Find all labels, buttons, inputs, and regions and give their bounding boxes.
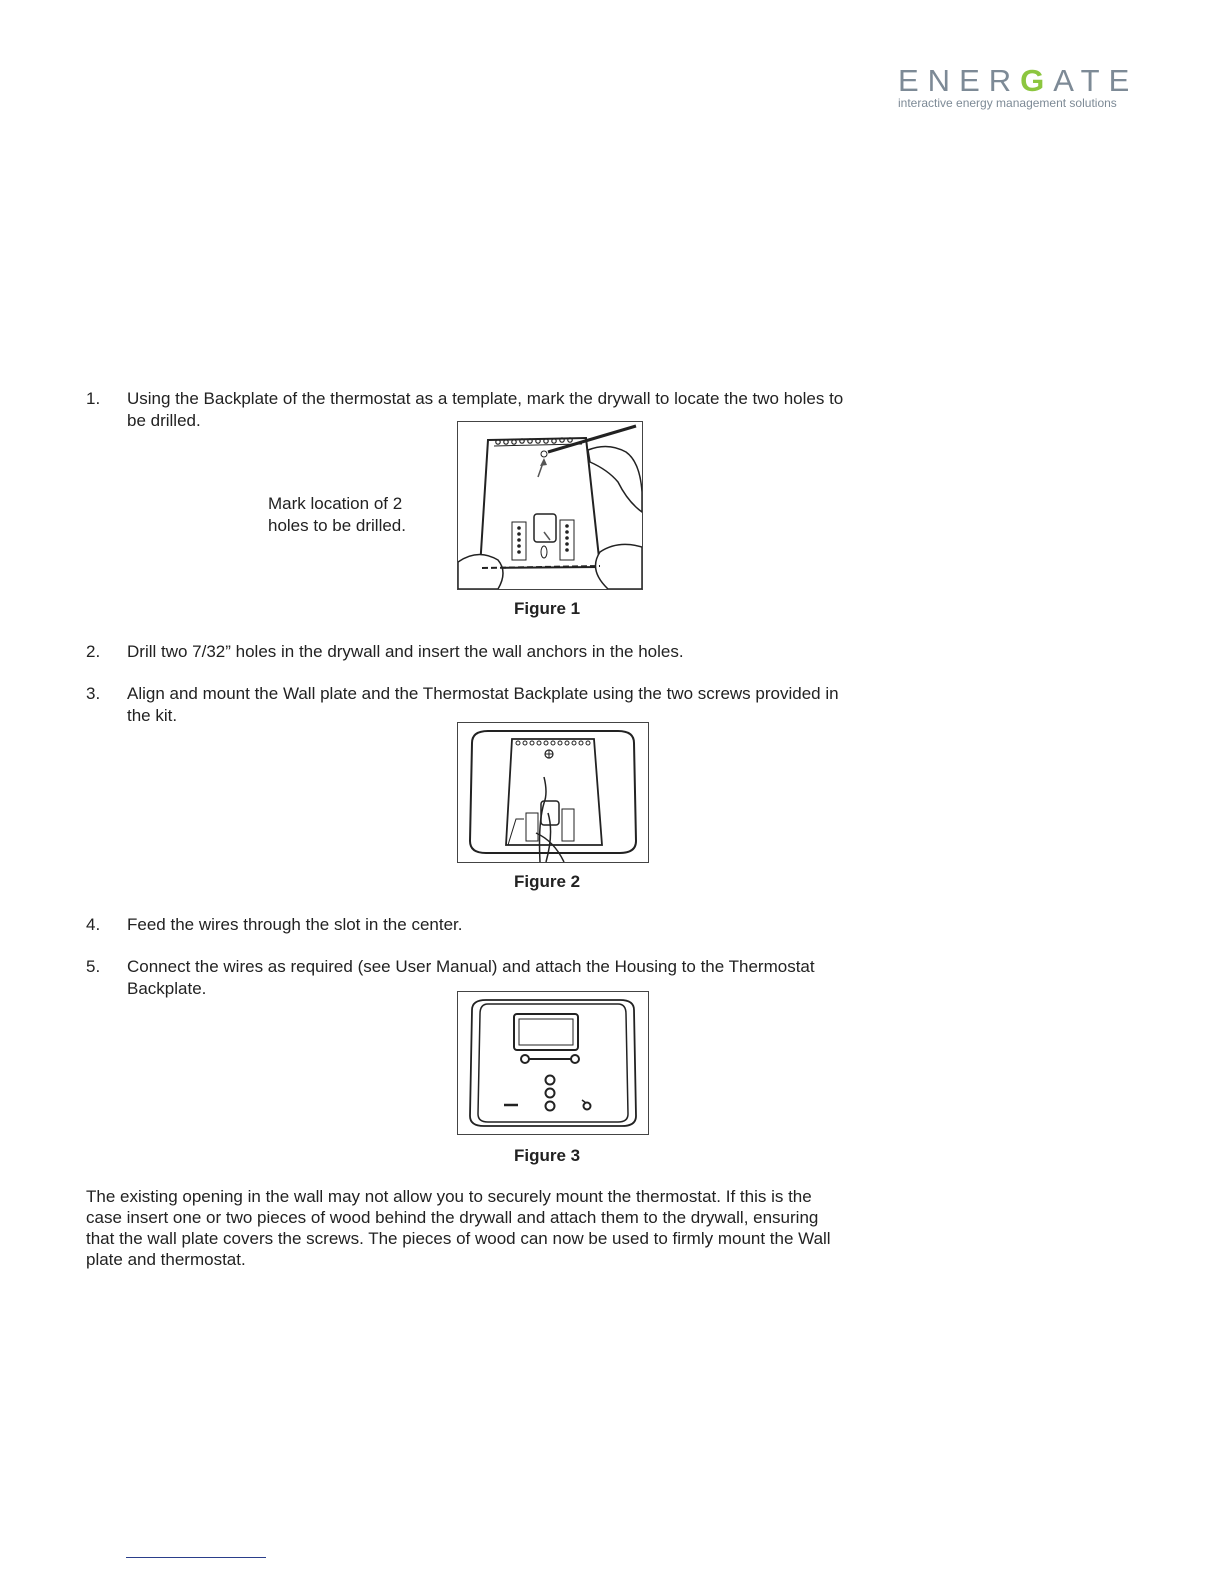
closing-paragraph: The existing opening in the wall may not allow you to securely mount the thermostat. If this is the case insert one or two pieces of wood behind the drywall and attach them to the drywall, ensuring that the wall plate covers the screws. The pieces of wood can now be used to firmly mount the Wall plate and thermostat.: [86, 1187, 831, 1269]
step-text: Using the Backplate of the thermostat as a template, mark the drywall to locate the two holes to be drilled.: [127, 389, 844, 430]
step-text: Drill two 7/32” holes in the drywall and insert the wall anchors in the holes.: [127, 642, 684, 661]
figure-1-caption: Figure 1: [514, 599, 581, 618]
figure-1-note: Mark location of 2 holes to be drilled.: [268, 494, 406, 535]
step-text: Align and mount the Wall plate and the Thermostat Backplate using the two screws provided in the kit.: [127, 684, 839, 725]
step-4: [86, 914, 866, 936]
step-number: 2.: [86, 642, 101, 661]
figure-1-image: [457, 421, 643, 590]
logo-tagline: interactive energy management solutions: [898, 96, 1117, 110]
energate-logo: [898, 63, 1139, 110]
logo-wordmark: ENERGATE: [898, 63, 1139, 98]
footnote-separator: [126, 1557, 266, 1558]
figure-2-image: [457, 722, 649, 863]
step-text: Feed the wires through the slot in the center.: [127, 915, 463, 934]
figure-2-caption: Figure 2: [514, 872, 581, 891]
step-text: Connect the wires as required (see User Manual) and attach the Housing to the Thermostat Backplate.: [127, 957, 815, 998]
figure-3-caption: Figure 3: [514, 1146, 581, 1165]
step-3: [86, 683, 866, 727]
step-number: 4.: [86, 915, 101, 934]
step-number: 3.: [86, 684, 101, 703]
figure-3-image: [457, 991, 649, 1135]
step-number: 5.: [86, 957, 101, 976]
step-2: [86, 641, 866, 663]
step-number: 1.: [86, 389, 101, 408]
